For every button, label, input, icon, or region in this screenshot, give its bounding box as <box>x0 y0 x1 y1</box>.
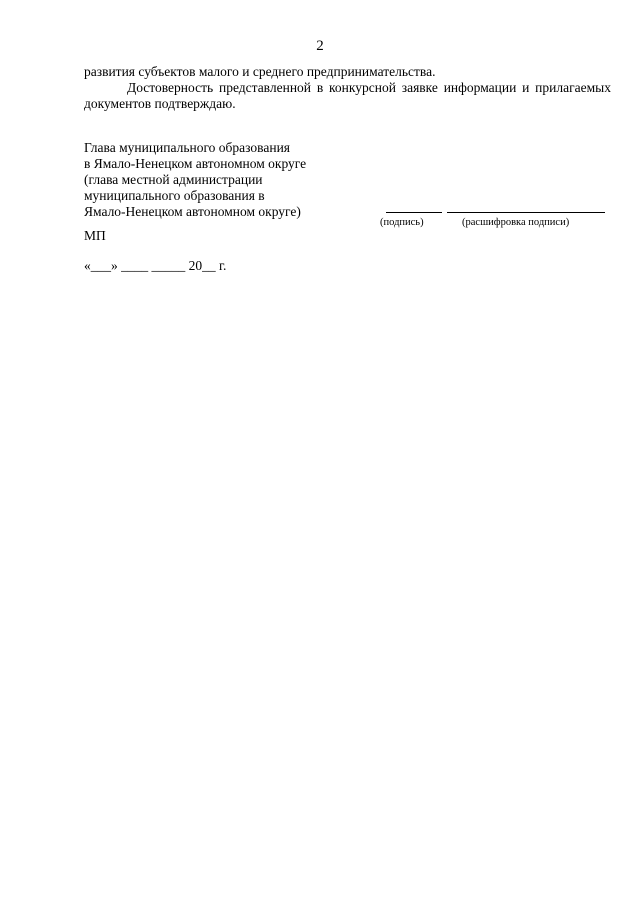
signatory-title-line-5: Ямало-Ненецком автономном округе) <box>84 204 301 219</box>
signature-caption: (подпись) <box>380 217 424 228</box>
signatory-title-line-3: (глава местной администрации <box>84 172 263 187</box>
page-number: 2 <box>316 38 324 54</box>
signatory-title <box>84 140 306 220</box>
date-placeholder: «___» ____ _____ 20__ г. <box>84 258 227 273</box>
body-text-line-2-content: Достоверность представленной в конкурсной заявке информации и прилагаемых <box>127 80 611 95</box>
signature-decoding-caption: (расшифровка подписи) <box>462 217 570 228</box>
signature-line <box>386 212 442 213</box>
signature-decoding-line <box>447 212 605 213</box>
body-text-line-2 <box>84 80 611 96</box>
signatory-title-line-2: в Ямало-Ненецком автономном округе <box>84 156 307 171</box>
signatory-title-line-1: Глава муниципального образования <box>84 140 291 155</box>
body-text-line-1: развития субъектов малого и среднего предпринимательства. <box>84 64 436 79</box>
stamp-label: МП <box>84 228 106 243</box>
signatory-title-line-4: муниципального образования в <box>84 188 265 203</box>
body-text-line-3: документов подтверждаю. <box>84 96 236 111</box>
